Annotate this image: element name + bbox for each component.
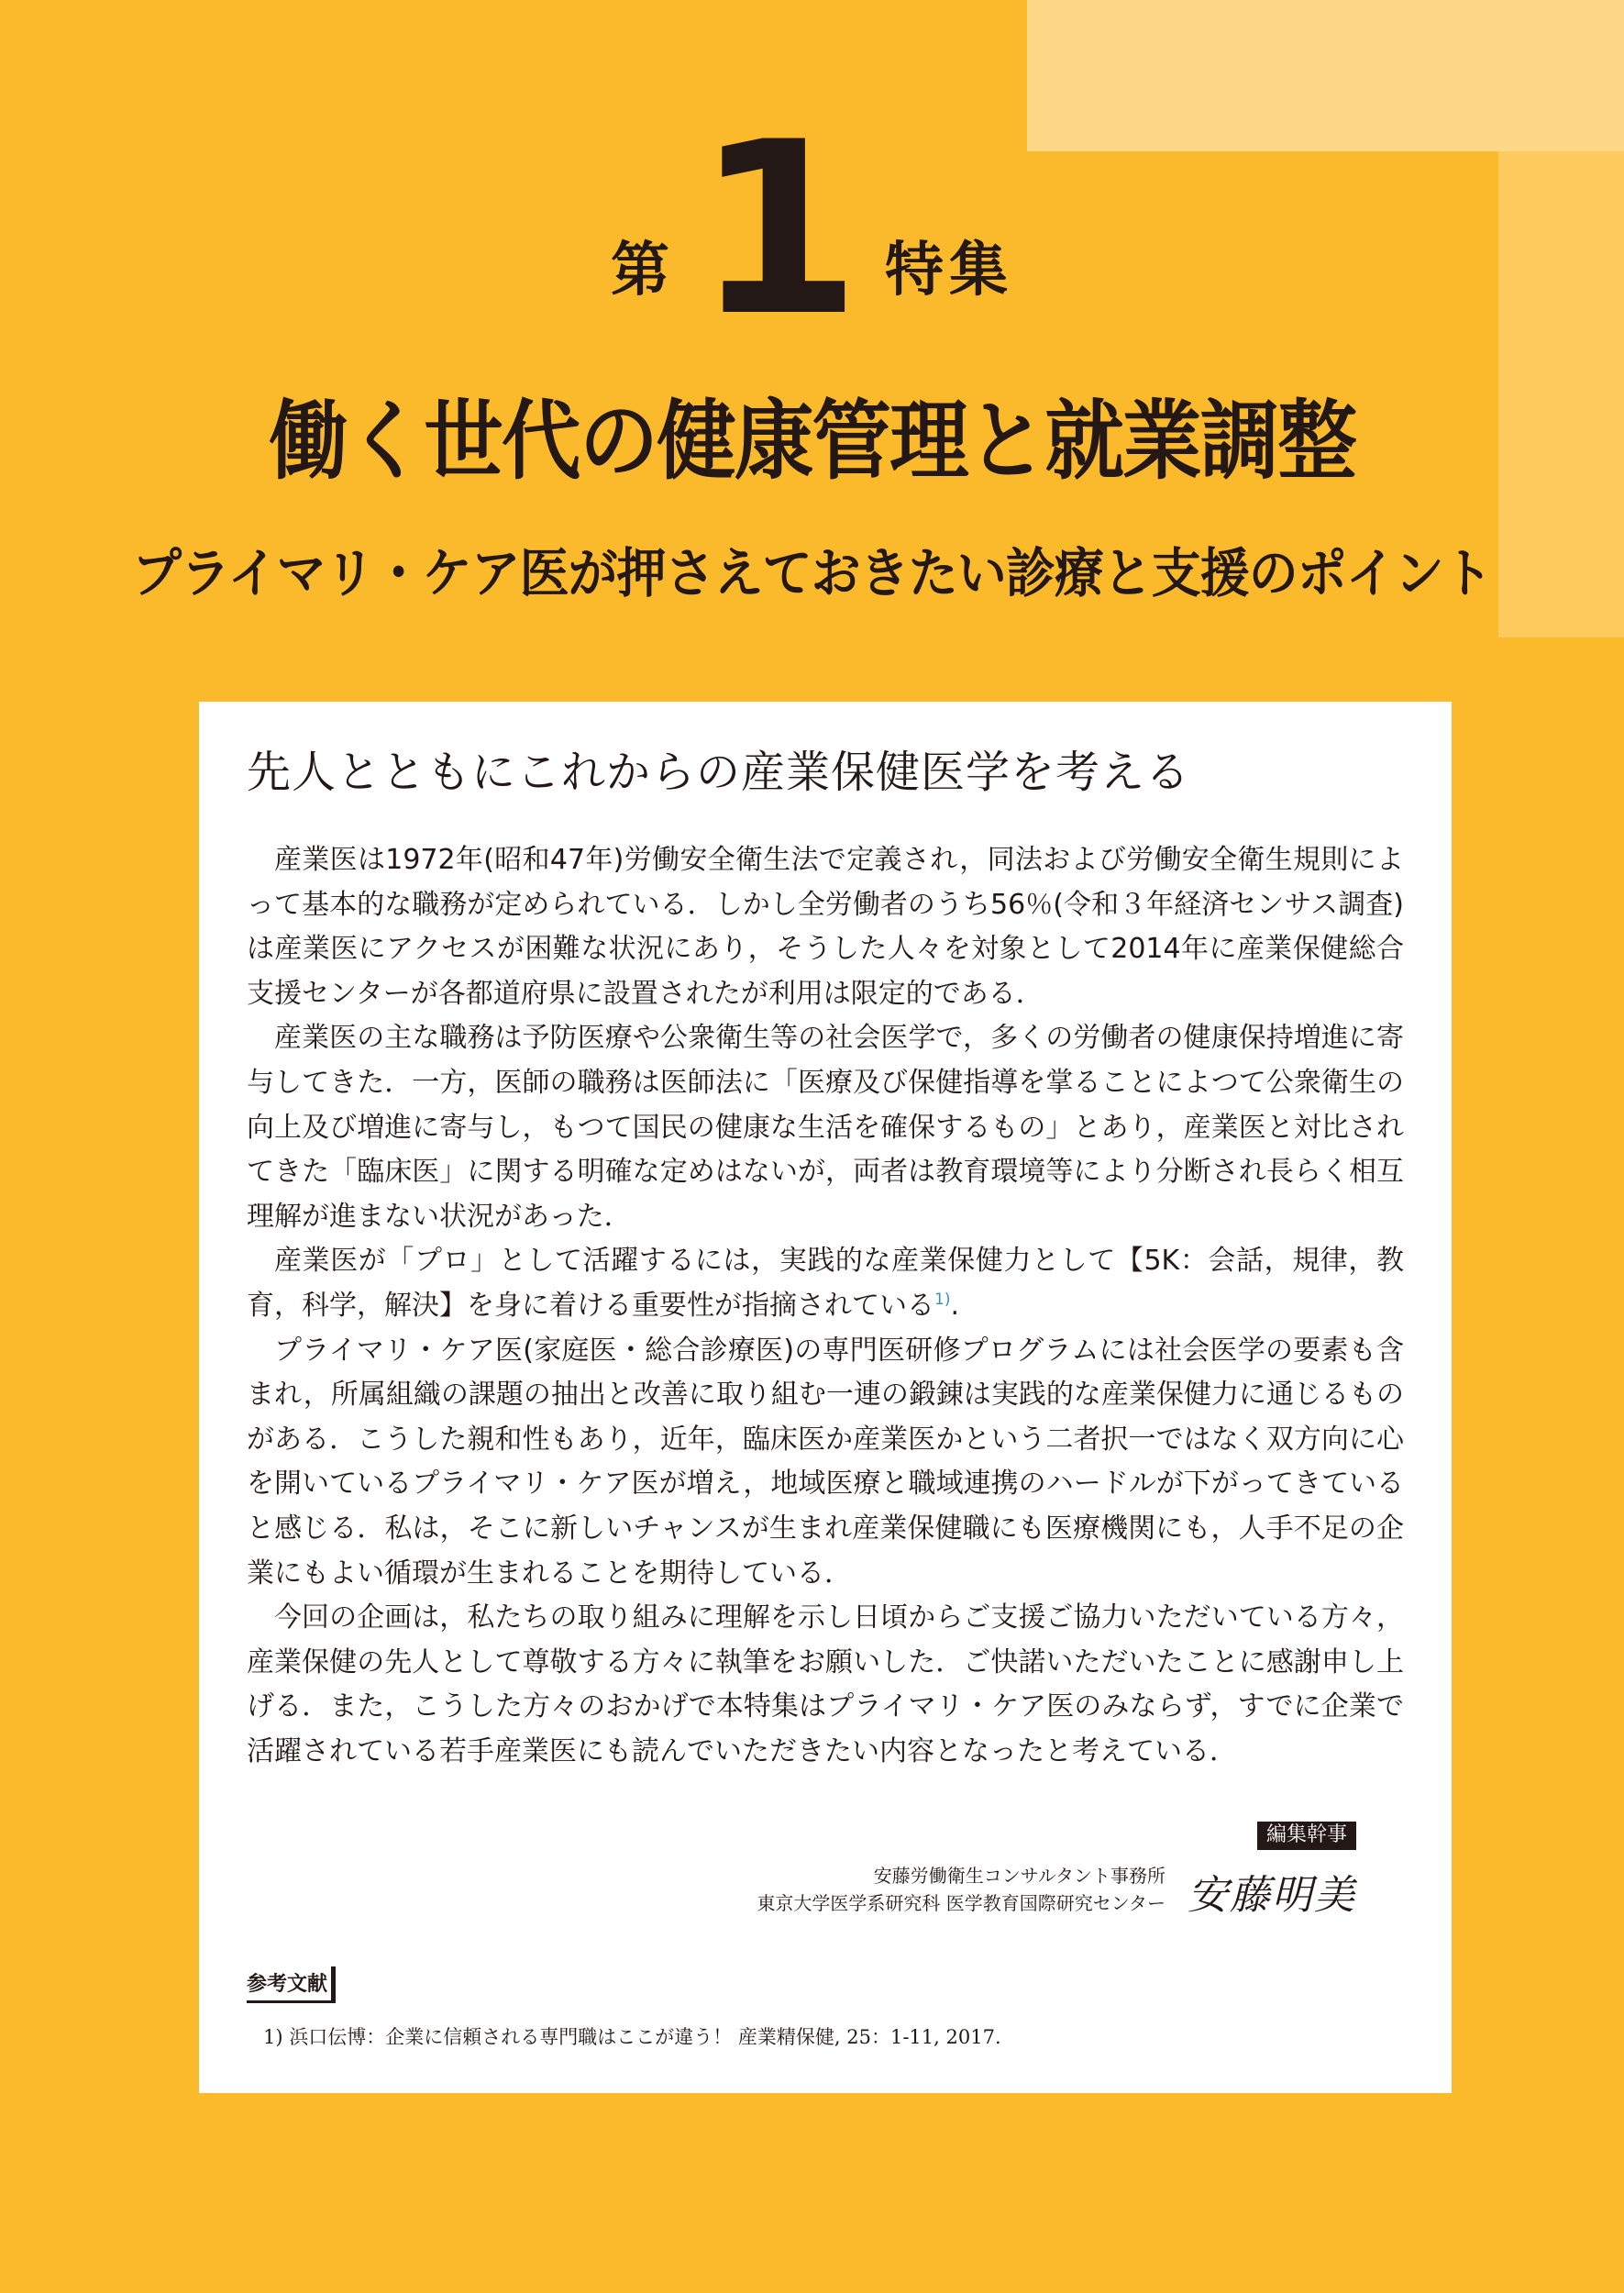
sub-title: プライマリ・ケア医が押さえておきたい診療と支援のポイント bbox=[132, 542, 1492, 604]
editor-badge: 編集幹事 bbox=[1257, 1822, 1356, 1849]
affiliation-line: 安藤労働衛生コンサルタント事務所 bbox=[873, 1865, 1166, 1888]
paragraph: 産業医は1972年(昭和47年)労働安全衛生法で定義され，同法および労働安全衛生規則によって基本的な職務が定められている．しかし全労働者のうち56％(令和３年経済センサス調査)は産業医にアクセスが困難な状況にあり，そうした人々を対象として2014年に産業保健総合支援センターが各都道府県に設置されたが利用は限定的である． bbox=[247, 844, 1404, 1010]
feature-heading bbox=[0, 87, 1624, 369]
feature-prefix: 第 bbox=[611, 237, 670, 305]
references-list bbox=[247, 2023, 1404, 2051]
reference-marker[interactable]: 1) bbox=[934, 1290, 951, 1309]
references-section bbox=[247, 1966, 1404, 2051]
paragraph-end: . bbox=[950, 1289, 959, 1322]
paragraph-text: 産業医が「プロ」として活躍するには，実践的な産業保健力として【5K：会話，規律，教育，科学，解決】を身に着ける重要性が指摘されている bbox=[247, 1245, 1404, 1322]
editor-affiliations bbox=[757, 1862, 1166, 1917]
article-heading: 先人とともにこれからの産業保健医学を考える bbox=[247, 747, 1191, 798]
paragraph: 今回の企画は，私たちの取り組みに理解を示し日頃からご支援ご協力いただいている方々，産業保健の先人として尊敬する方々に執筆をお願いした．ご快諾いただいたことに感謝申し上げる．また，こうした方々のおかげで本特集はプライマリ・ケア医のみならず，すでに企業で活躍されている若手産業医にも読んでいただきたい内容となったと考えている． bbox=[247, 1601, 1404, 1767]
feature-number: 1 bbox=[695, 92, 857, 369]
paragraph bbox=[247, 1239, 1404, 1328]
affiliation-line: 東京大学医学系研究科 医学教育国際研究センター bbox=[757, 1892, 1166, 1915]
editor-credit bbox=[247, 1774, 1404, 1966]
paragraph: 産業医の主な職務は予防医療や公衆衛生等の社会医学で，多くの労働者の健康保持増進に寄与してきた．一方，医師の職務は医師法に「医療及び保健指導を掌ることによつて公衆衛生の向上及び増進に寄与し，もつて国民の健康な生活を確保するもの」とあり，産業医と対比されてきた「臨床医」に関する明確な定めはないが，両者は教育環境等により分断され長らく相互理解が進まない状況があった． bbox=[247, 1022, 1404, 1233]
article-panel bbox=[199, 702, 1452, 2093]
editor-name: 安藤明美 bbox=[1188, 1872, 1356, 1920]
main-title: 働く世代の健康管理と就業調整 bbox=[269, 392, 1355, 492]
feature-suffix: 特集 bbox=[884, 237, 1013, 305]
paragraph: プライマリ・ケア医(家庭医・総合診療医)の専門医研修プログラムには社会医学の要素も含まれ，所属組織の課題の抽出と改善に取り組む一連の鍛錬は実践的な産業保健力に通じるものがある．こうした親和性もあり，近年，臨床医か産業医かという二者択一ではなく双方向に心を開いているプライマリ・ケア医が増え，地域医療と職域連携のハードルが下がってきていると感じる．私は，そこに新しいチャンスが生まれ産業保健職にも医療機関にも，人手不足の企業にもよい循環が生まれることを期待している． bbox=[247, 1334, 1404, 1590]
references-heading: 参考文献 bbox=[247, 1966, 336, 2003]
article-body bbox=[247, 838, 1404, 1774]
reference-item: 1) 浜口伝博：企業に信頼される専門職はここが違う！ 産業精保健, 25：1-11, 2017. bbox=[263, 2026, 1001, 2049]
